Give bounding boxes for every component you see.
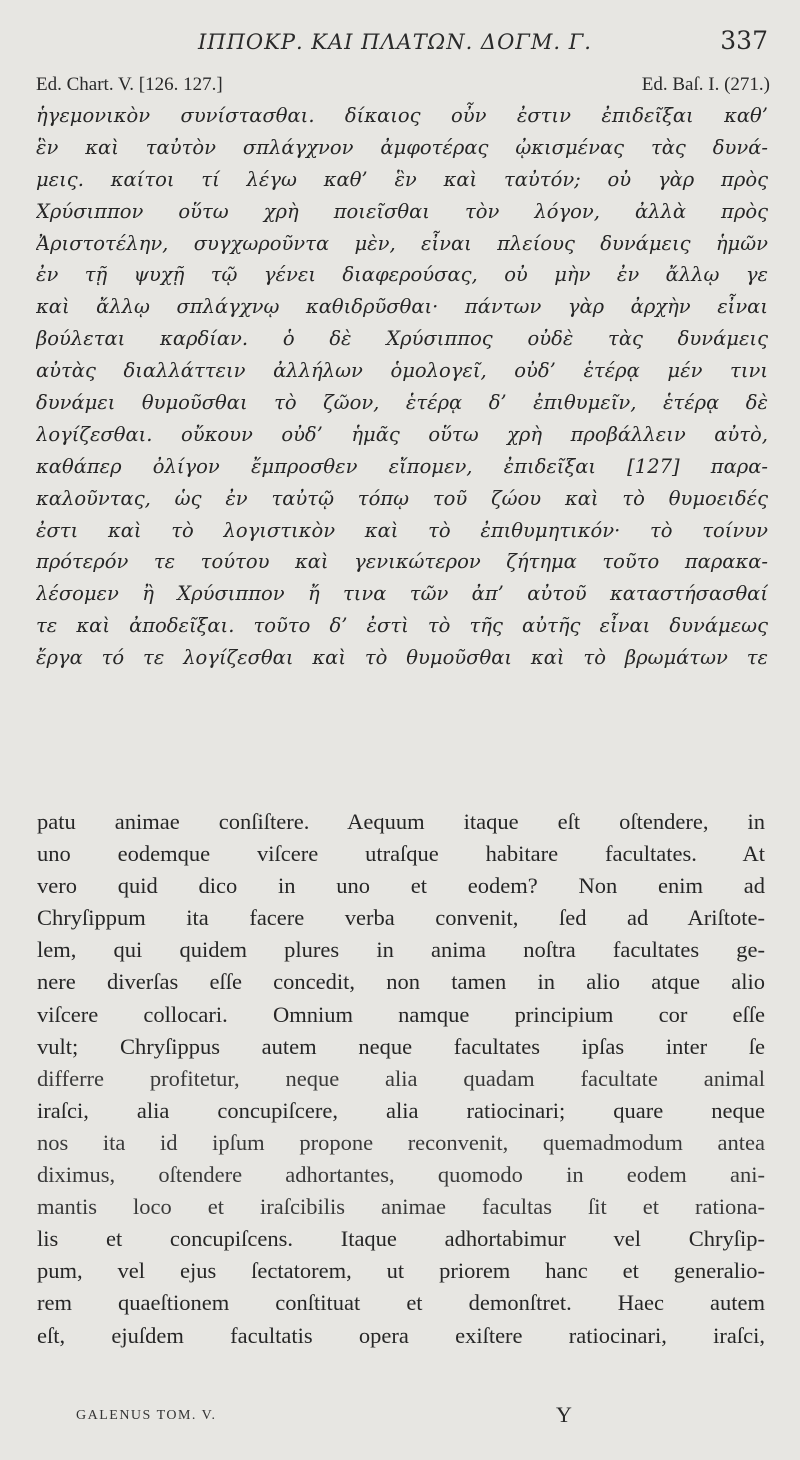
latin-line: nos ita id ipſum propone reconvenit, quemadmodum antea	[37, 1129, 765, 1155]
greek-line: ἐστι καὶ τὸ λογιστικὸν καὶ τὸ ἐπιθυμητικόν· τὸ τοίνυν	[36, 518, 768, 542]
greek-line: βούλεται καρδίαν. ὁ δὲ Χρύσιππος οὐδὲ τὰς δυνάμεις	[36, 327, 768, 351]
edition-basel: Ed. Baſ. I. (271.)	[641, 74, 770, 95]
greek-line: ἓν καὶ ταὐτὸν σπλάγχνον ἀμφοτέρας ᾠκισμένας τὰς δυνά-	[36, 135, 768, 159]
greek-line: καὶ ἄλλῳ σπλάγχνῳ καθιδρῦσθαι· πάντων γὰρ ἀρχὴν εἶναι	[36, 295, 768, 319]
latin-text-block	[37, 806, 765, 1352]
greek-line: καλοῦντας, ὡς ἐν ταὐτῷ τόπῳ τοῦ ζώου καὶ τὸ θυμοειδές	[36, 486, 768, 510]
greek-line: Ἀριστοτέλην, συγχωροῦντα μὲν, εἶναι πλείους δυνάμεις ἡμῶν	[36, 231, 768, 255]
latin-line: eſt, ejuſdem facultatis opera exiſtere ratiocinari, iraſci,	[37, 1322, 765, 1348]
greek-line: λογίζεσθαι. οὔκουν οὐδ’ ἡμᾶς οὕτω χρὴ προβάλλειν αὐτὸ,	[36, 422, 768, 446]
running-head: ΙΠΠΟΚΡ. ΚΑΙ ΠΛΑΤΩΝ. ΔΟΓΜ. Γ.	[198, 30, 592, 54]
latin-line: differre profitetur, neque alia quadam facultate animal	[37, 1065, 765, 1091]
greek-line: μεις. καίτοι τί λέγω καθ’ ἓν καὶ ταὐτόν; οὐ γὰρ πρὸς	[36, 167, 768, 191]
greek-line: πρότερόν τε τούτου καὶ γενικώτερον ζήτημα τοῦτο παρακα-	[36, 550, 768, 574]
greek-line: ἐν τῇ ψυχῇ τῷ γένει διαφερούσας, οὐ μὴν ἐν ἄλλῳ γε	[36, 263, 768, 287]
greek-line: λέσομεν ἢ Χρύσιππον ἤ τινα τῶν ἀπ’ αὐτοῦ καταστήσασθαί	[36, 582, 768, 606]
latin-line: Chryſippum ita facere verba convenit, ſed ad Ariſtote-	[37, 905, 765, 931]
latin-line: nere diverſas eſſe concedit, non tamen in alio atque alio	[37, 969, 765, 995]
latin-line: viſcere collocari. Omnium namque principium cor eſſe	[37, 1001, 765, 1027]
greek-line: ἔργα τό τε λογίζεσθαι καὶ τὸ θυμοῦσθαι καὶ τὸ βρωμάτων τε	[36, 646, 768, 670]
greek-line: ἡγεμονικὸν συνίστασθαι. δίκαιος οὖν ἐστιν ἐπιδεῖξαι καθ’	[36, 104, 768, 127]
latin-line: lem, qui quidem plures in anima noſtra facultates ge-	[37, 937, 765, 963]
latin-line: iraſci, alia concupiſcere, alia ratiocinari; quare neque	[37, 1097, 765, 1123]
greek-line: δυνάμει θυμοῦσθαι τὸ ζῶον, ἑτέρᾳ δ’ ἐπιθυμεῖν, ἑτέρᾳ δὲ	[36, 391, 768, 415]
greek-line: Χρύσιππον οὕτω χρὴ ποιεῖσθαι τὸν λόγον, ἀλλὰ πρὸς	[36, 199, 768, 223]
greek-text-block	[36, 100, 768, 674]
greek-line: καθάπερ ὀλίγον ἔμπροσθεν εἴπομεν, ἐπιδεῖξαι [127] παρα-	[36, 454, 768, 478]
latin-line: vult; Chryſippus autem neque facultates ipſas inter ſe	[37, 1033, 765, 1059]
edition-chartier: Ed. Chart. V. [126. 127.]	[36, 74, 223, 95]
footer-volume: GALENUS TOM. V.	[76, 1408, 217, 1423]
footer-signature-mark: Y	[556, 1402, 572, 1427]
latin-line: diximus, oſtendere adhortantes, quomodo in eodem ani-	[37, 1162, 765, 1188]
latin-line: patu animae conſiſtere. Aequum itaque eſt oſtendere, in	[37, 809, 765, 834]
latin-line: vero quid dico in uno et eodem? Non enim ad	[37, 873, 765, 899]
latin-line: rem quaeſtionem conſtituat et demonſtret. Haec autem	[37, 1290, 765, 1316]
latin-line: uno eodemque viſcere utraſque habitare facultates. At	[37, 841, 765, 867]
latin-line: pum, vel ejus ſectatorem, ut priorem hanc et generalio-	[37, 1258, 765, 1284]
greek-line: αὐτὰς διαλλάττειν ἀλλήλων ὁμολογεῖ, οὐδ’ ἑτέρᾳ μέν τινι	[36, 359, 768, 383]
page-number: 337	[720, 26, 768, 55]
latin-line: mantis loco et iraſcibilis animae facultas ſit et rationa-	[37, 1194, 765, 1220]
greek-line: τε καὶ ἀποδεῖξαι. τοῦτο δ’ ἐστὶ τὸ τῆς αὐτῆς εἶναι δυνάμεως	[36, 614, 768, 638]
latin-line: lis et concupiſcens. Itaque adhortabimur vel Chryſip-	[37, 1226, 765, 1252]
